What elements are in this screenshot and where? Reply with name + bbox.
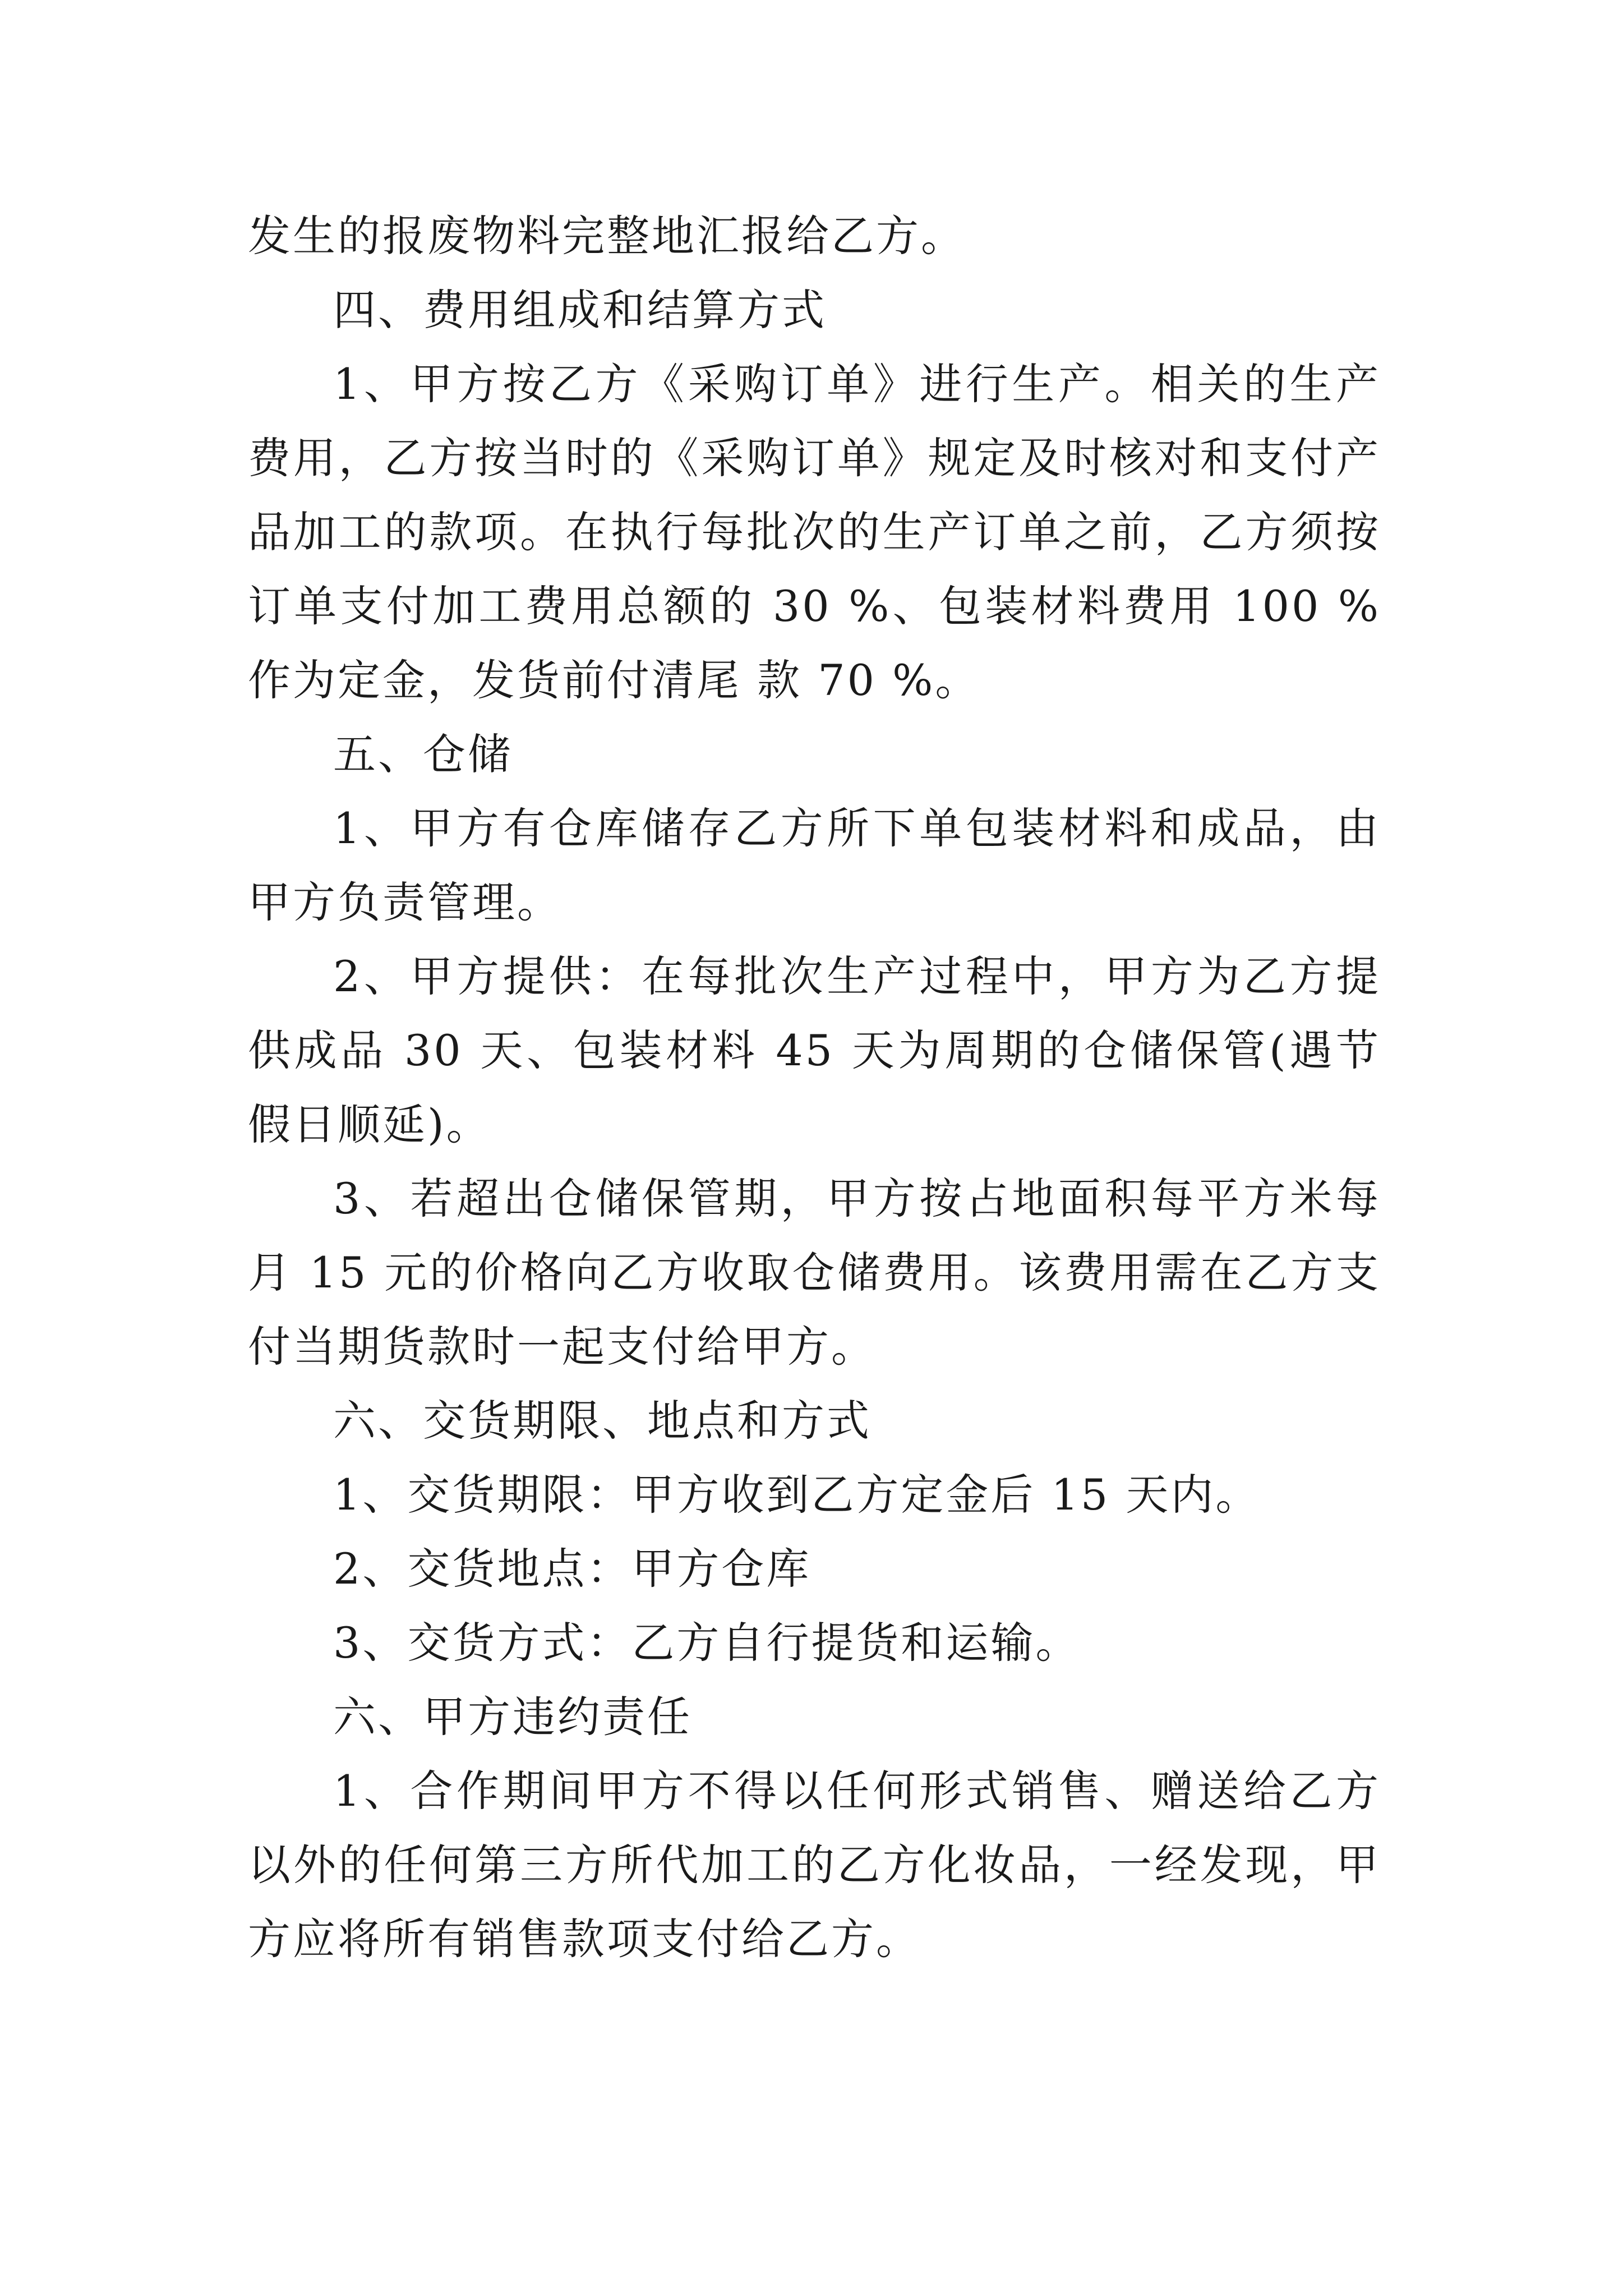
paragraph-storage-3: 3、若超出仓储保管期，甲方按占地面积每平方米每月 15 元的价格向乙方收取仓储费用。该费用需在乙方支付当期货款时一起支付给甲方。 (248, 1174, 1381, 1372)
section-heading-delivery: 六、交货期限、地点和方式 (333, 1396, 872, 1446)
paragraph-storage-2: 2、甲方提供：在每批次生产过程中，甲方为乙方提供成品 30 天、包装材料 45 天为周期的仓储保管(遇节假日顺延)。 (248, 951, 1381, 1149)
document-body (248, 199, 1381, 1976)
paragraph-delivery-2: 2、交货地点：甲方仓库 (333, 1544, 811, 1594)
paragraph-liability-1: 1、合作期间甲方不得以任何形式销售、赠送给乙方以外的任何第三方所代加工的乙方化妆品，一经发现，甲方应将所有销售款项支付给乙方。 (248, 1766, 1381, 1964)
paragraph-delivery-3: 3、交货方式：乙方自行提货和运输。 (333, 1618, 1081, 1668)
section-heading-storage: 五、仓储 (333, 729, 513, 779)
paragraph-storage-1: 1、甲方有仓库储存乙方所下单包装材料和成品，由甲方负责管理。 (248, 803, 1381, 927)
paragraph-continuation: 发生的报废物料完整地汇报给乙方。 (248, 211, 966, 261)
paragraph-fees-1: 1、甲方按乙方《采购订单》进行生产。相关的生产费用，乙方按当时的《采购订单》规定及时核对和支付产品加工的款项。在执行每批次的生产订单之前，乙方须按订单支付加工费用总额的 30 %、包装材料费用 100 %作为定金，发货前付清尾 款 70 %。 (248, 359, 1381, 705)
section-heading-party-a-liability: 六、甲方违约责任 (333, 1692, 692, 1742)
paragraph-delivery-1: 1、交货期限：甲方收到乙方定金后 15 天内。 (333, 1470, 1261, 1520)
section-heading-fees: 四、费用组成和结算方式 (333, 285, 827, 335)
